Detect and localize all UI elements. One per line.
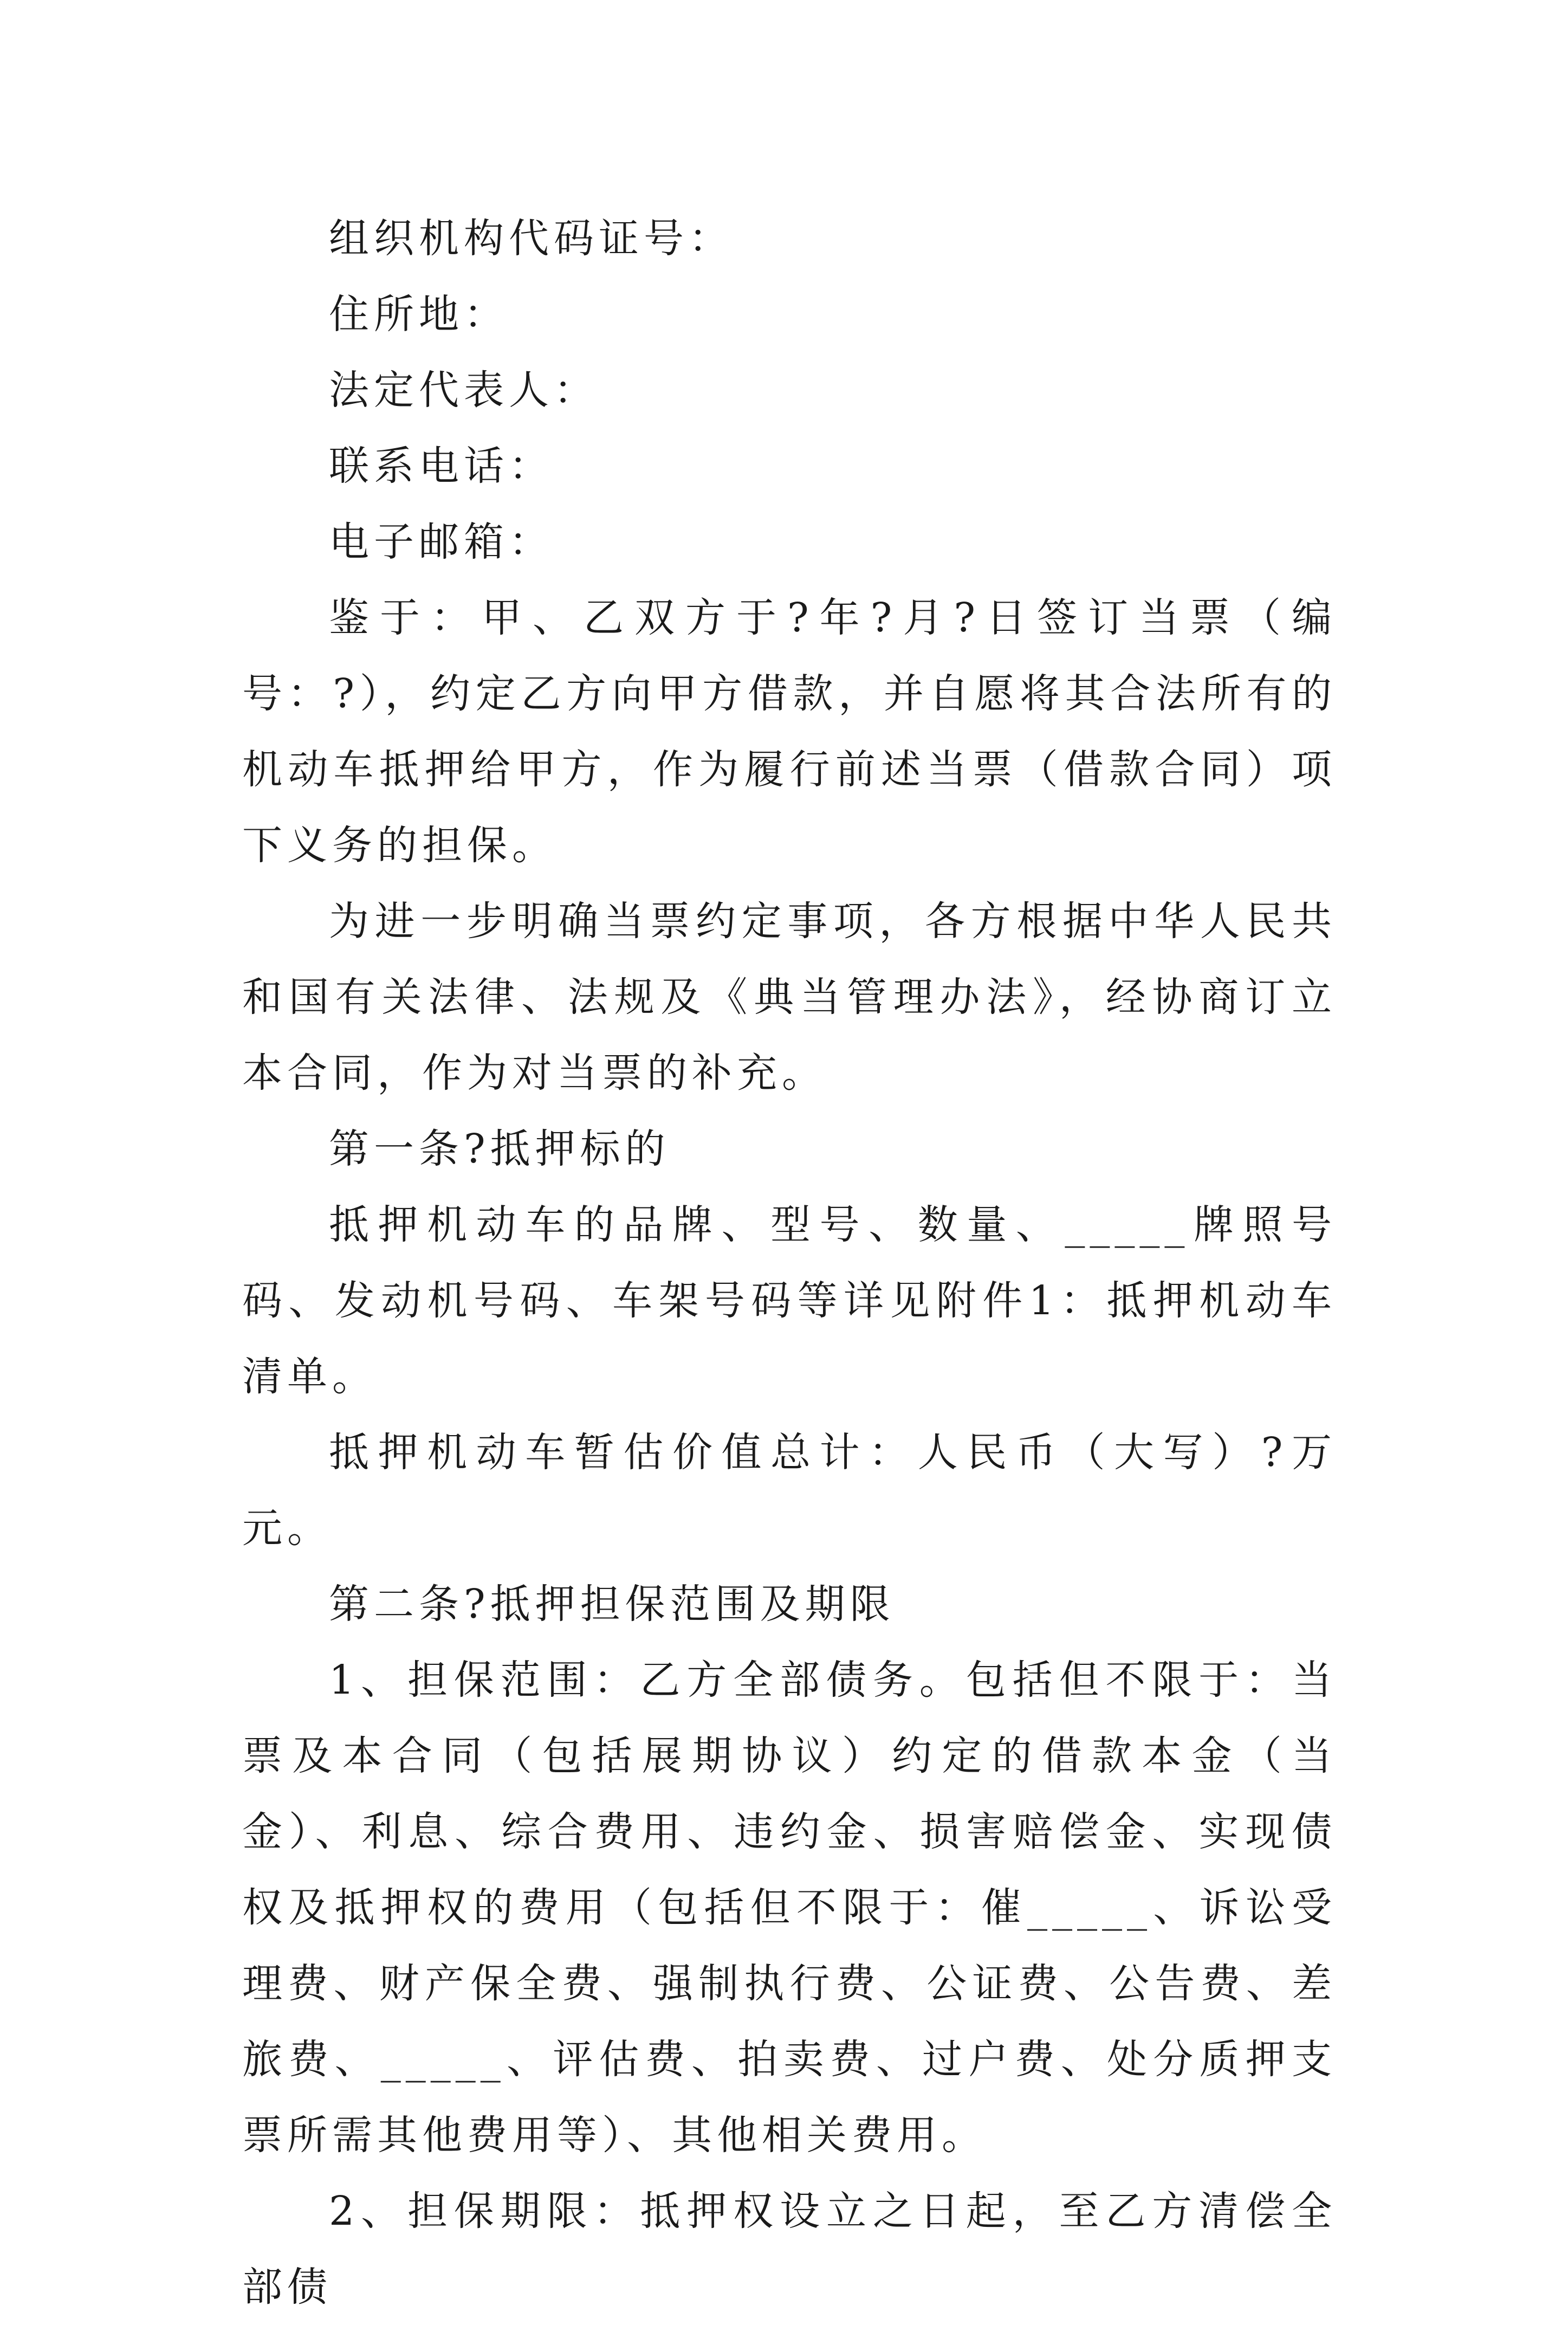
phone-line: 联系电话： <box>329 443 554 489</box>
article-2-scope: 1、担保范围：乙方全部债务。包括但不限于：当票及本合同（包括展期协议）约定的借款本金（当金）、利息、综合费用、违约金、损害赔偿金、实现债权及抵押权的费用（包括但不限于：催_____、诉讼受理费、财产保全费、强制执行费、公证费、公告费、差旅费、_____、评估费、拍卖费、过户费、处分质押支票所需其他费用等）、其他相关费用。 <box>242 1657 1337 2159</box>
whereas-paragraph: 鉴于：甲、乙双方于?年?月?日签订当票（编号：?），约定乙方向甲方借款，并自愿将其合法所有的机动车抵押给甲方，作为履行前述当票（借款合同）项下义务的担保。 <box>242 595 1337 869</box>
article-1-valuation: 抵押机动车暂估价值总计：人民币（大写）?万元。 <box>242 1429 1337 1552</box>
article-1-heading: 第一条?抵押标的 <box>329 1126 670 1172</box>
document-body <box>242 201 1337 2325</box>
org-code-line: 组织机构代码证号： <box>329 215 734 262</box>
address-line: 住所地： <box>329 291 509 338</box>
legal-rep-line: 法定代表人： <box>329 367 599 414</box>
article-2-heading: 第二条?抵押担保范围及期限 <box>329 1581 895 1628</box>
email-line: 电子邮箱： <box>329 519 554 565</box>
article-1-vehicle-details: 抵押机动车的品牌、型号、数量、_____牌照号码、发动机号码、车架号码等详见附件1：抵押机动车清单。 <box>242 1202 1337 1400</box>
article-2-term: 2、担保期限：抵押权设立之日起，至乙方清偿全部债 <box>242 2188 1337 2310</box>
purpose-paragraph: 为进一步明确当票约定事项，各方根据中华人民共和国有关法律、法规及《典当管理办法》，经协商订立本合同，作为对当票的补充。 <box>242 898 1337 1096</box>
